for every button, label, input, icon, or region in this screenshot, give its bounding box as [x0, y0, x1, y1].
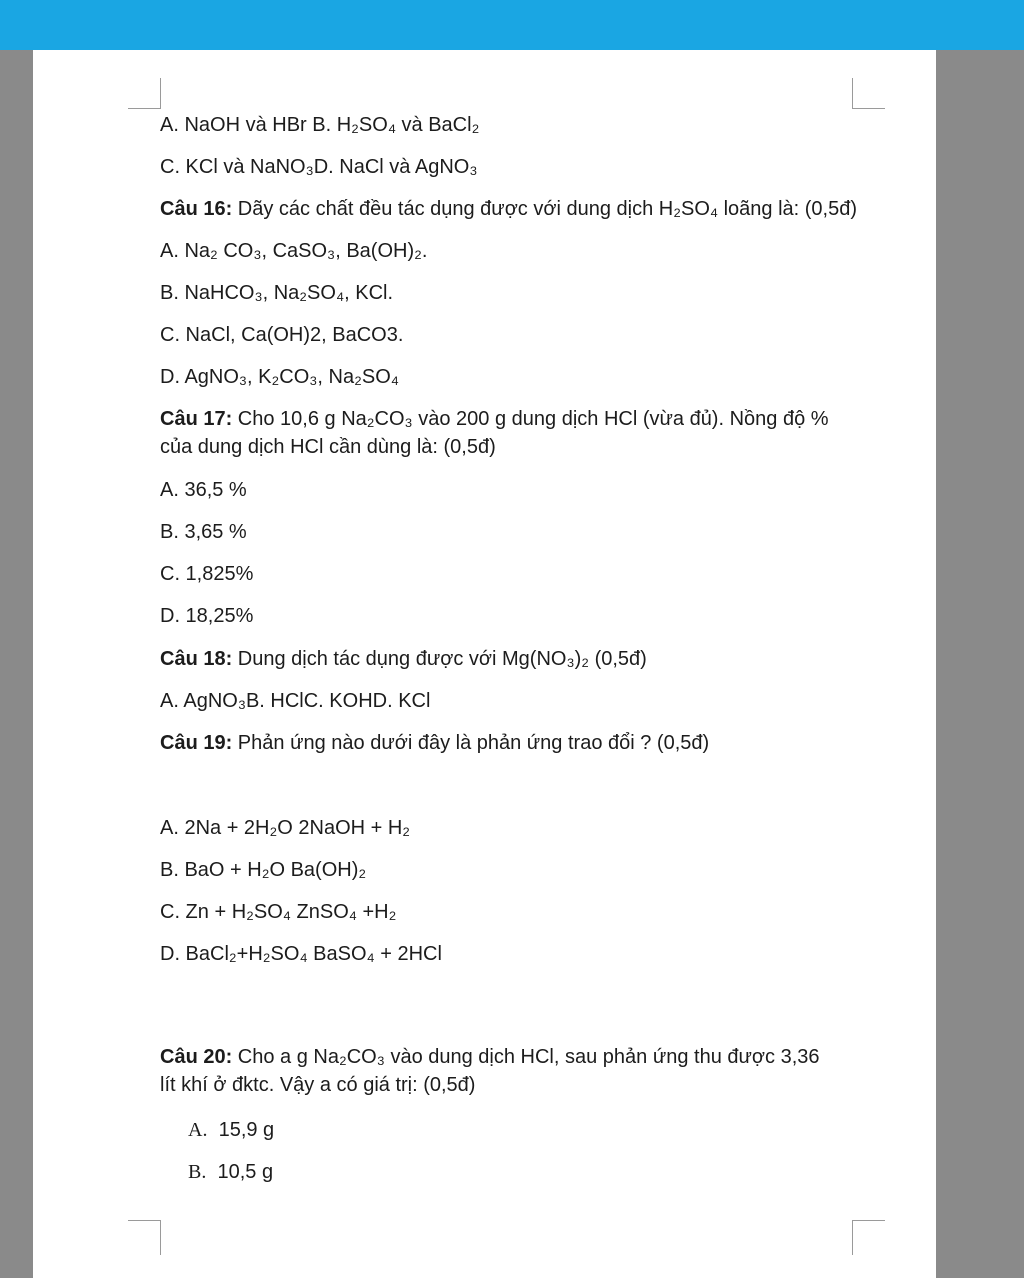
q16-option-c: C. NaCl, Ca(OH)2, BaCO3.: [160, 324, 404, 346]
question-18: [160, 645, 647, 673]
question-text: Dãy các chất đều tác dụng được với dung dịch H₂SO₄ loãng là: (0,5đ): [232, 198, 858, 220]
question-label: Câu 17:: [160, 408, 233, 430]
q17-option-c: C. 1,825%: [160, 563, 254, 585]
question-text: Phản ứng nào dưới đây là phản ứng trao đổi ? (0,5đ): [232, 732, 710, 754]
question-label: Câu 18:: [160, 648, 233, 670]
q16-option-a: A. Na₂ CO₃, CaSO₃, Ba(OH)₂.: [160, 240, 428, 262]
option-value: 15,9 g: [218, 1119, 275, 1141]
q17-option-d: D. 18,25%: [160, 605, 254, 627]
question-label: Câu 19:: [160, 732, 233, 754]
question-16: [160, 195, 857, 223]
option-letter: A.: [188, 1119, 208, 1141]
q19-option-a: A. 2Na + 2H₂O 2NaOH + H₂: [160, 817, 411, 839]
q17-option-b: B. 3,65 %: [160, 521, 247, 543]
question-20: [160, 1043, 840, 1099]
option-letter: B.: [188, 1161, 207, 1183]
q15-options-ab: A. NaOH và HBr B. H₂SO₄ và BaCl₂: [160, 114, 480, 136]
question-text: Cho 10,6 g Na₂CO₃ vào 200 g dung dịch HCl (vừa đủ). Nồng độ % của dung dịch HCl cần dùng là: (0,5đ): [160, 408, 829, 458]
crop-mark-top-right: [852, 78, 885, 109]
question-19: [160, 729, 709, 757]
q20-option-a: [188, 1116, 274, 1144]
q19-option-d: D. BaCl₂+H₂SO₄ BaSO₄ + 2HCl: [160, 943, 442, 965]
crop-mark-bottom-left: [128, 1220, 161, 1255]
question-label: Câu 20:: [160, 1046, 233, 1068]
document-page: [33, 50, 936, 1278]
question-label: Câu 16:: [160, 198, 233, 220]
q20-option-b: [188, 1158, 273, 1186]
crop-mark-top-left: [128, 78, 161, 109]
question-text: Cho a g Na₂CO₃ vào dung dịch HCl, sau phản ứng thu được 3,36 lít khí ở đktc. Vậy a có giá trị: (0,5đ): [160, 1046, 820, 1096]
option-value: 10,5 g: [217, 1161, 274, 1183]
q16-option-d: D. AgNO₃, K₂CO₃, Na₂SO₄: [160, 366, 399, 388]
question-17: [160, 405, 840, 461]
q16-option-b: B. NaHCO₃, Na₂SO₄, KCl.: [160, 282, 394, 304]
q17-option-a: A. 36,5 %: [160, 479, 247, 501]
crop-mark-bottom-right: [852, 1220, 885, 1255]
q15-options-cd: C. KCl và NaNO₃D. NaCl và AgNO₃: [160, 156, 478, 178]
q18-options: A. AgNO₃B. HClC. KOHD. KCl: [160, 690, 431, 712]
q19-option-c: C. Zn + H₂SO₄ ZnSO₄ +H₂: [160, 901, 397, 923]
top-app-bar: [0, 0, 1024, 50]
q19-option-b: B. BaO + H₂O Ba(OH)₂: [160, 859, 367, 881]
question-text: Dung dịch tác dụng được với Mg(NO₃)₂ (0,5đ): [232, 648, 647, 670]
